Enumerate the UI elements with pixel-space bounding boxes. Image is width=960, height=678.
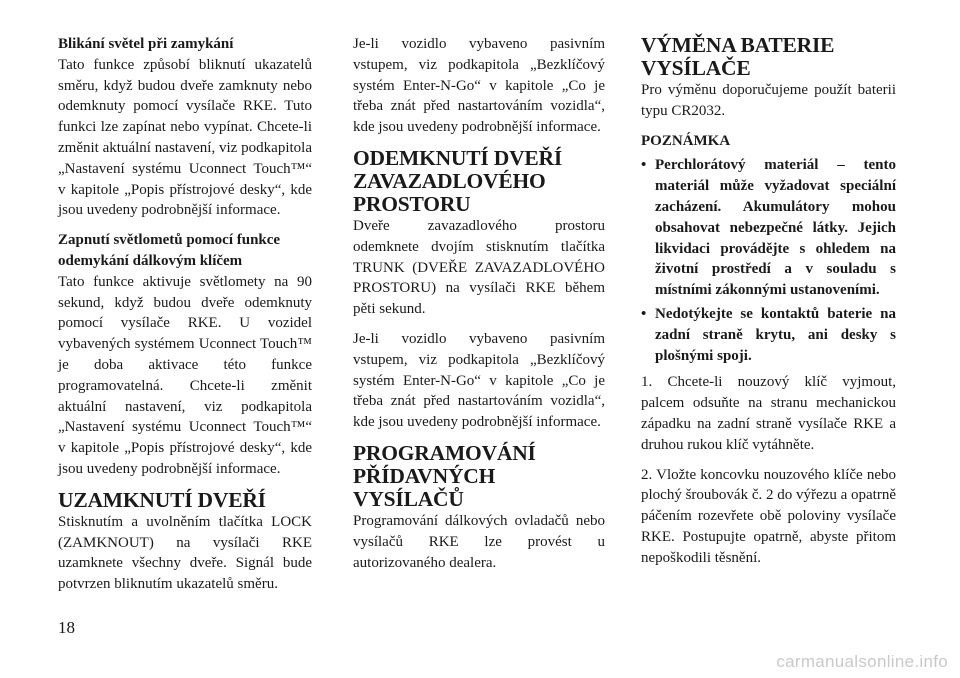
column-left (58, 34, 312, 604)
battery-paragraph: Pro výměnu doporučujeme použít baterii typu CR2032. (641, 82, 896, 119)
blinking-subheading: Blikání světel při zamykání (58, 36, 234, 52)
watermark: carmanualsonline.info (776, 652, 948, 671)
trunk-heading: ODEMKNUTÍ DVEŘÍ ZAVAZADLOVÉHO PROSTORU (353, 145, 563, 216)
passive-entry-paragraph-1: Je-li vozidlo vybaveno pasivním vstupem, viz podkapitola „Bezklíčový systém Enter-N-Go“ v kapitole „Co je třeba znát před nastartováním vozidla“, kde jsou uvedeny podrobnější informace. (353, 36, 605, 136)
note-list (641, 155, 896, 366)
note-item-text: Perchlorátový materiál – tento materiál může vyžadovat speciální zacházení. Akumulátory mohou obsahovat nebezpečné látky. Jejich likvidaci provádějte s ohledem na životní prostředí a v souladu s místními zákonnými ustanoveními. (655, 157, 896, 299)
page-number: 18 (58, 618, 75, 637)
note-item (641, 304, 896, 366)
column-right (641, 34, 896, 578)
step-1-paragraph: 1. Chcete-li nouzový klíč vyjmout, palcem odsuňte na stranu mechanickou západku na zadní straně vysílače RKE a druhou rukou klíč vytáhněte. (641, 374, 896, 453)
note-item (641, 155, 896, 301)
programming-paragraph: Programování dálkových ovladačů nebo vysílačů RKE lze provést u autorizovaného dealera. (353, 512, 605, 571)
programming-heading: PROGRAMOVÁNÍ PŘÍDAVNÝCH VYSÍLAČŮ (353, 440, 536, 511)
lock-heading: UZAMKNUTÍ DVEŘÍ (58, 487, 266, 512)
passive-entry-paragraph-2: Je-li vozidlo vybaveno pasivním vstupem, viz podkapitola „Bezklíčový systém Enter-N-Go“ v kapitole „Co je třeba znát před nastartováním vozidla“, kde jsou uvedeny podrobnější informace. (353, 330, 605, 431)
step-2-paragraph: 2. Vložte koncovku nouzového klíče nebo plochý šroubovák č. 2 do výřezu a opatrně páčením rozevřete obě poloviny vysílače RKE. Postupujte opatrně, abyste přitom nepoškodili těsnění. (641, 466, 896, 566)
bullet-icon: • (641, 305, 647, 322)
headlights-paragraph: Tato funkce aktivuje světlomety na 90 sekund, když budou dveře odemknuty pomocí vysílače RKE. U vozidel vybavených systémem Uconnect Touch™ je doba aktivace této funkce programovatelná. Chcete-li změnit aktuální nastavení, viz podkapitola „Nastavení systému Uconnect Touch™“ v kapitole „Popis přístrojové desky“, kde jsou uvedeny podrobnější informace. (58, 273, 312, 477)
column-middle (353, 34, 605, 582)
lock-paragraph: Stisknutím a uvolněním tlačítka LOCK (ZAMKNOUT) na vysílači RKE uzamknete všechny dveře. Signál bude potvrzen bliknutím ukazatelů směru. (58, 513, 312, 593)
note-label: POZNÁMKA (641, 132, 731, 149)
trunk-paragraph: Dveře zavazadlového prostoru odemknete dvojím stisknutím tlačítka TRUNK (DVEŘE ZAVAZADLOVÉHO PROSTORU) na vysílači RKE během pěti sekund. (353, 217, 605, 318)
note-item-text: Nedotýkejte se kontaktů baterie na zadní straně krytu, ani desky s plošnými spoji. (655, 305, 896, 364)
headlights-subheading: Zapnutí světlometů pomocí funkce odemykání dálkovým klíčem (58, 232, 281, 269)
battery-heading: VÝMĚNA BATERIE VYSÍLAČE (641, 33, 835, 80)
blinking-paragraph: Tato funkce způsobí bliknutí ukazatelů směru, když budou dveře zamknuty nebo odemknuty pomocí vysílače RKE. Tuto funkci lze zapínat nebo vypínat. Chcete-li změnit aktuální nastavení, viz podkapitola „Nastavení systému Uconnect Touch™“ v kapitole „Popis přístrojové desky“, kde jsou uvedeny podrobnější informace. (58, 56, 312, 219)
bullet-icon: • (641, 157, 647, 174)
